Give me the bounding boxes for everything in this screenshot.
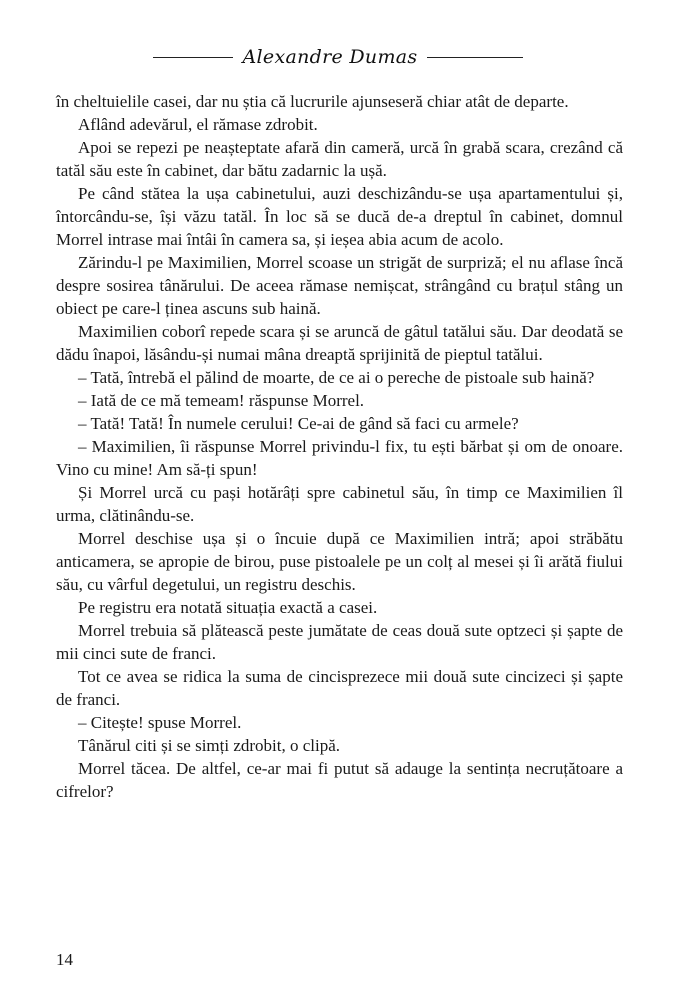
paragraph: Aflând adevărul, el rămase zdrobit. xyxy=(78,115,318,134)
paragraph: în cheltuielile casei, dar nu știa că lucrurile ajunseseră chiar atât de departe. xyxy=(56,92,569,111)
paragraph: Pe registru era notată situația exactă a casei. xyxy=(78,598,378,617)
dialogue-line: – Iată de ce mă temeam! răspunse Morrel. xyxy=(78,391,365,410)
dialogue-line: – Tată! Tată! În numele cerului! Ce-ai de gând să faci cu armele? xyxy=(78,414,519,433)
dialogue-line: – Tată, întrebă el pălind de moarte, de ce ai o pereche de pistoale sub haină? xyxy=(78,368,595,387)
dialogue-line: – Citește! spuse Morrel. xyxy=(78,713,242,732)
header-rule-right xyxy=(427,57,523,58)
header-author: Alexandre Dumas xyxy=(242,46,418,68)
paragraph: Tânărul citi și se simți zdrobit, o clipă. xyxy=(78,736,341,755)
paragraph: Și Morrel urcă cu pași hotărâți spre cabinetul său, în timp ce Maximilien îl urma, clătinându-se. xyxy=(56,483,623,525)
dialogue-line: – Maximilien, îi răspunse Morrel privindu-l fix, tu ești bărbat și om de onoare. Vino cu mine! Am să-ți spun! xyxy=(56,437,623,479)
header-rule-left xyxy=(153,57,233,58)
paragraph: Morrel deschise ușa și o încuie după ce Maximilien intră; apoi străbătu anticamera, se apropie de birou, puse pistoalele pe un colț al mesei și îi arătă fiului său, cu vârful degetului, un registru deschis. xyxy=(56,529,623,594)
paragraph: Morrel tăcea. De altfel, ce-ar mai fi putut să adauge la sentința necruțătoare a cifrelor? xyxy=(56,759,623,801)
body-text xyxy=(56,90,623,803)
paragraph: Apoi se repezi pe neașteptate afară din cameră, urcă în grabă scara, crezând că tatăl său este în cabinet, dar bătu zadarnic la ușă. xyxy=(56,138,623,180)
paragraph: Zărindu-l pe Maximilien, Morrel scoase un strigăt de surpriză; el nu aflase încă despre sosirea tânărului. De aceea rămase nemișcat, strângând cu brațul stâng un obiect pe care-l ținea ascuns sub haină. xyxy=(56,253,623,318)
paragraph: Maximilien coborî repede scara și se aruncă de gâtul tatălui său. Dar deodată se dădu înapoi, lăsându-și numai mâna dreaptă sprijinită de pieptul tatălui. xyxy=(56,322,623,364)
page-number: 14 xyxy=(56,950,73,969)
paragraph: Morrel trebuia să plătească peste jumătate de ceas două sute optzeci și șapte de mii cinci sute de franci. xyxy=(56,621,623,663)
running-header xyxy=(0,46,676,68)
paragraph: Tot ce avea se ridica la suma de cincisprezece mii două sute cincizeci și șapte de franci. xyxy=(56,667,623,709)
paragraph: Pe când stătea la ușa cabinetului, auzi deschizându-se ușa apartamentului și, întorcându-se, își văzu tatăl. În loc să se ducă de-a dreptul în cabinet, domnul Morrel intrase mai întâi în camera sa, și ieșea abia acum de acolo. xyxy=(56,184,623,249)
